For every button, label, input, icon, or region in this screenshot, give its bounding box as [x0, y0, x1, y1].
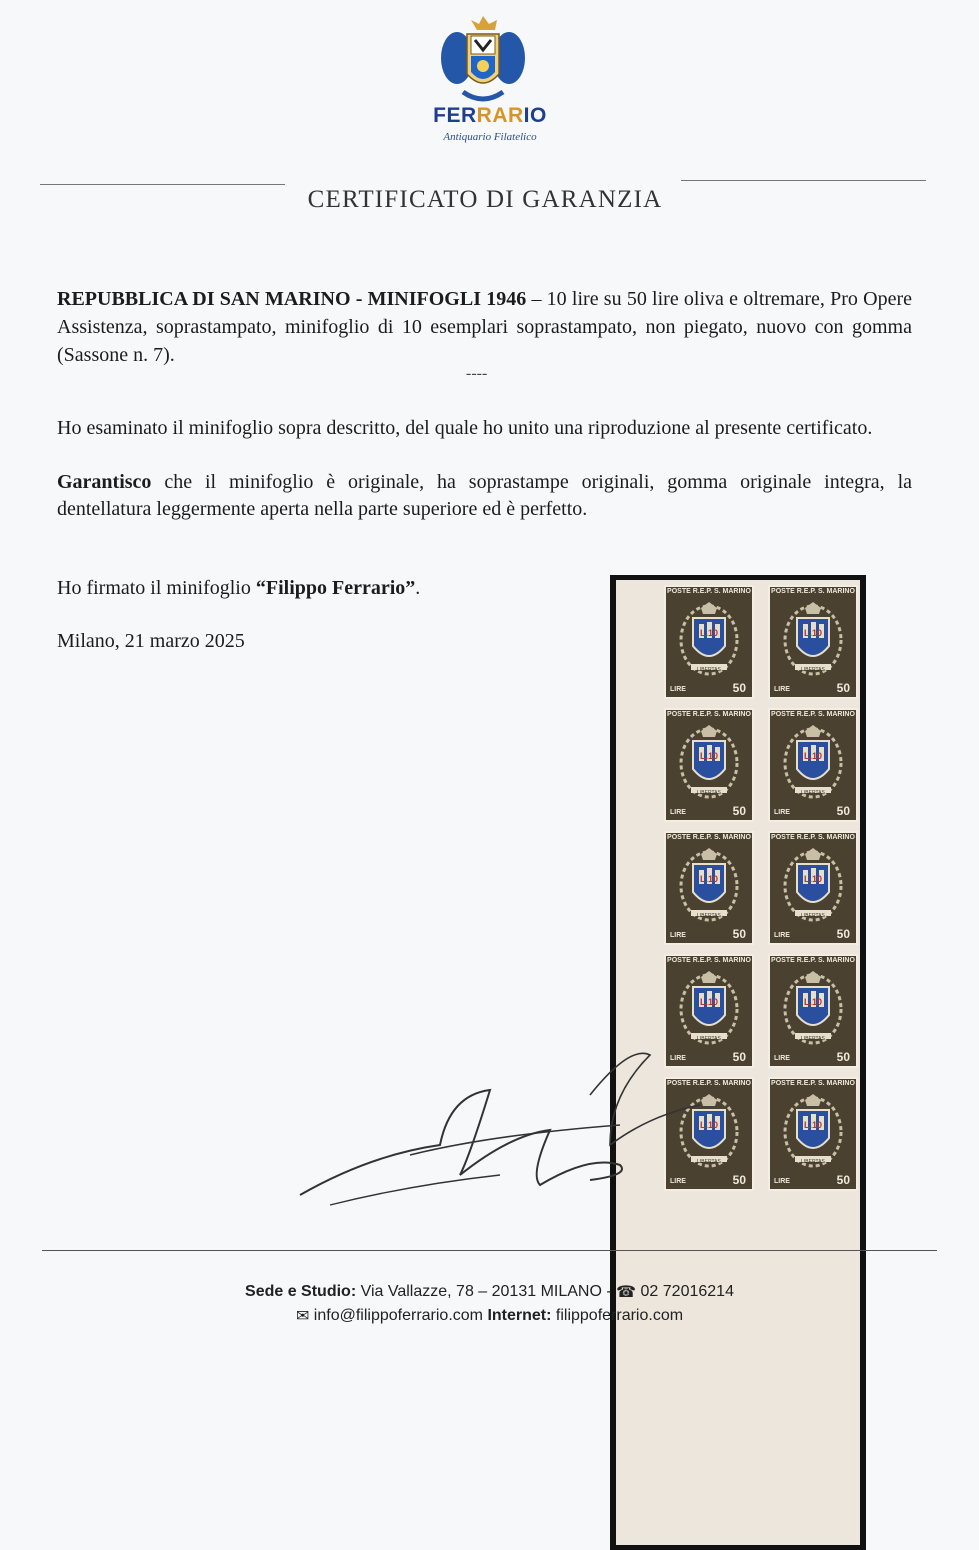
svg-text:L.10: L.10 — [803, 1120, 823, 1130]
svg-text:L.10: L.10 — [803, 628, 823, 638]
stamp — [664, 585, 754, 699]
stamp-currency: LIRE — [774, 932, 790, 939]
mail-icon: ✉ — [295, 1308, 310, 1325]
brand-tagline: Antiquario Filatelico — [443, 131, 537, 143]
stamp-top-label: POSTE R.E.P. S. MARINO — [771, 834, 855, 841]
svg-text:L.10: L.10 — [699, 997, 719, 1007]
stamp-value: 50 — [836, 681, 850, 695]
stamp-motto: LIBERTAS — [801, 790, 825, 796]
stamp-currency: LIRE — [670, 686, 686, 693]
stamp-value: 50 — [836, 1050, 850, 1064]
stamp-top-label: POSTE R.E.P. S. MARINO — [771, 588, 855, 595]
stamp-currency: LIRE — [774, 686, 790, 693]
stamp-currency: LIRE — [774, 809, 790, 816]
svg-text:L.10: L.10 — [803, 751, 823, 761]
stamp-currency: LIRE — [670, 1178, 686, 1185]
stamp-top-label: POSTE R.E.P. S. MARINO — [667, 588, 751, 595]
item-description: REPUBBLICA DI SAN MARINO - MINIFOGLI 1946 – 10 lire su 50 lire oliva e oltremare, Pro Opere Assistenza, soprastampato, minifoglio di 10 esemplari soprastampato, non piegato, nuovo con gomma (Sassone n. 7). — [57, 288, 912, 366]
stamp-value: 50 — [836, 927, 850, 941]
guarantee-statement: Garantisco che il minifoglio è originale, ha soprastampe originali, gomma originale integra, la dentellatura leggermente aperta nella parte superiore ed è perfetto. — [57, 471, 912, 520]
separator: ---- — [466, 365, 488, 382]
stamp-motto: LIBERTAS — [801, 667, 825, 673]
stamp-top-label: POSTE R.E.P. S. MARINO — [667, 834, 751, 841]
svg-text:L.10: L.10 — [699, 751, 719, 761]
stamp-top-label: POSTE R.E.P. S. MARINO — [667, 957, 751, 964]
brand-name: FERRARIO — [433, 104, 547, 127]
stamp-value: 50 — [732, 804, 746, 818]
stamp-currency: LIRE — [774, 1178, 790, 1185]
stamp-top-label: POSTE R.E.P. S. MARINO — [771, 711, 855, 718]
footer-divider — [42, 1250, 937, 1251]
stamp-motto: LIBERTAS — [697, 790, 721, 796]
stamp-motto: LIBERTAS — [801, 1036, 825, 1042]
svg-text:L.10: L.10 — [699, 628, 719, 638]
phone-icon: ☎ — [616, 1284, 637, 1301]
stamp-currency: LIRE — [670, 809, 686, 816]
svg-text:L.10: L.10 — [699, 1120, 719, 1130]
svg-text:L.10: L.10 — [803, 874, 823, 884]
stamp-value: 50 — [836, 1173, 850, 1187]
footer-contacts: ✉ info@filippoferrario.com Internet: filippoferrario.com — [295, 1307, 684, 1325]
stamp-motto: LIBERTAS — [697, 1036, 721, 1042]
stamp-currency: LIRE — [670, 932, 686, 939]
stamp — [664, 831, 754, 945]
heraldic-crest-icon — [437, 14, 529, 106]
stamp-value: 50 — [732, 927, 746, 941]
stamp-top-label: POSTE R.E.P. S. MARINO — [667, 1080, 751, 1087]
left-divider — [40, 184, 285, 185]
certificate-title: CERTIFICATO DI GARANZIA — [307, 186, 663, 213]
stamp-top-label: POSTE R.E.P. S. MARINO — [667, 711, 751, 718]
stamp-motto: LIBERTAS — [697, 1159, 721, 1165]
stamp — [768, 1077, 858, 1191]
stamp — [664, 708, 754, 822]
stamp-value: 50 — [732, 1050, 746, 1064]
stamp — [768, 954, 858, 1068]
stamp — [768, 708, 858, 822]
stamp-currency: LIRE — [670, 1055, 686, 1062]
stamp-currency: LIRE — [774, 1055, 790, 1062]
stamp — [768, 585, 858, 699]
signature-statement: Ho firmato il minifoglio “Filippo Ferrario”. — [57, 577, 421, 599]
footer-address: Sede e Studio: Via Vallazze, 78 – 20131 MILANO - ☎ 02 72016214 — [245, 1283, 734, 1301]
right-divider — [681, 180, 926, 181]
stamp-motto: LIBERTAS — [801, 913, 825, 919]
stamp — [768, 831, 858, 945]
stamp-motto: LIBERTAS — [697, 667, 721, 673]
handwritten-signature — [290, 1035, 710, 1215]
svg-text:L.10: L.10 — [803, 997, 823, 1007]
stamp-top-label: POSTE R.E.P. S. MARINO — [771, 1080, 855, 1087]
stamp-value: 50 — [732, 1173, 746, 1187]
stamp-motto: LIBERTAS — [801, 1159, 825, 1165]
stamp-top-label: POSTE R.E.P. S. MARINO — [771, 957, 855, 964]
stamp-motto: LIBERTAS — [697, 913, 721, 919]
svg-text:L.10: L.10 — [699, 874, 719, 884]
date-line: Milano, 21 marzo 2025 — [57, 630, 245, 652]
stamp-value: 50 — [732, 681, 746, 695]
stamp-value: 50 — [836, 804, 850, 818]
examination-statement: Ho esaminato il minifoglio sopra descritto, del quale ho unito una riproduzione al presente certificato. — [57, 417, 873, 439]
